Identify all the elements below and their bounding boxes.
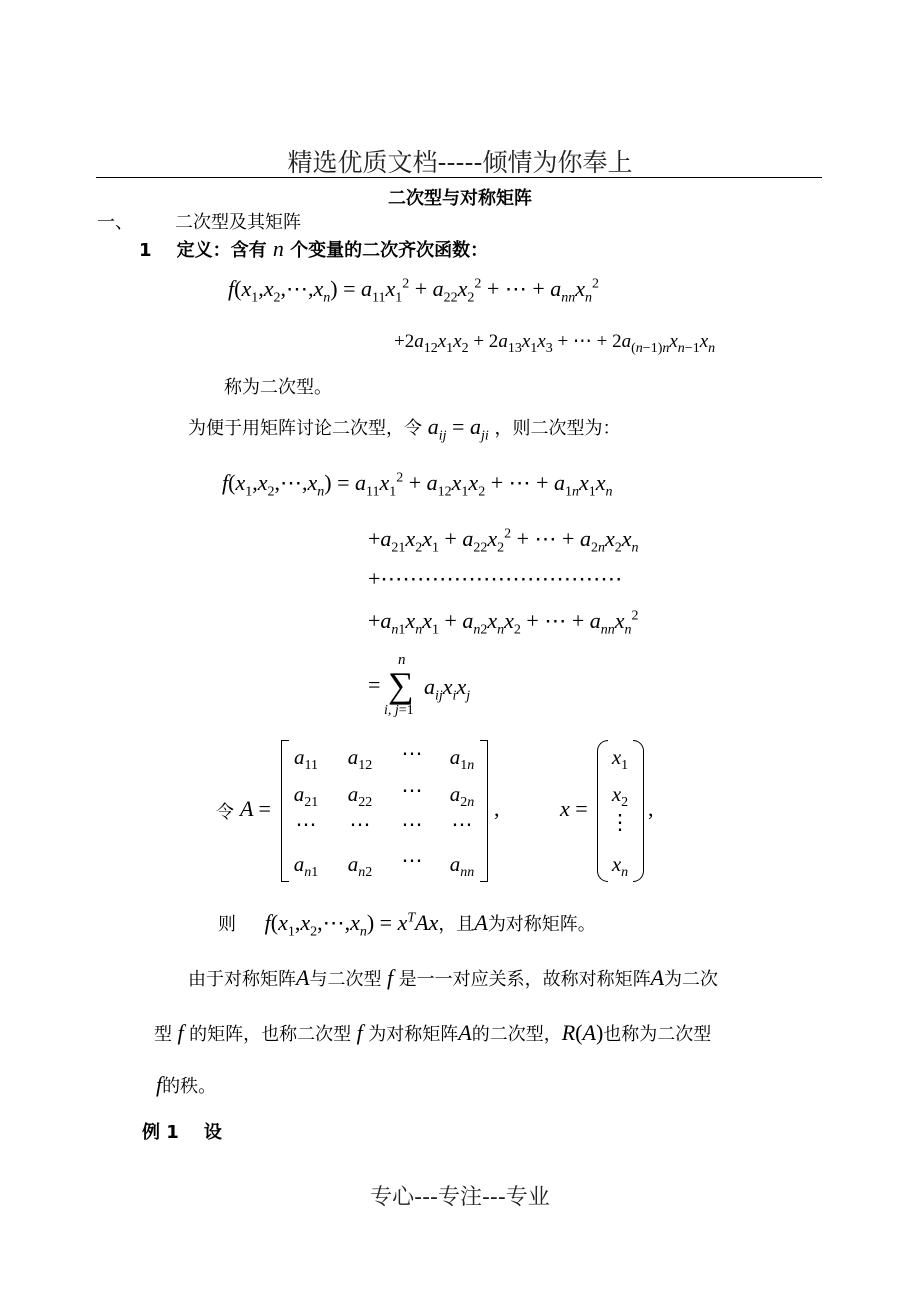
matrix-cell: ⋯ [401, 848, 423, 872]
para2-d: 的二次型， [471, 1024, 562, 1045]
formula2-row3: +⋯⋯⋯⋯⋯⋯⋯⋯⋯⋯⋯ [368, 566, 623, 591]
convenience-line [188, 414, 621, 444]
sum-lower: i, j=1 [384, 703, 414, 718]
definition-var: n [272, 236, 284, 261]
definition-rest: 个变量的二次齐次函数： [290, 240, 489, 261]
para2-c: 为对称矩阵 [368, 1024, 459, 1045]
para1-c: 是一一对应关系，故称对称矩阵 [398, 969, 651, 990]
matrix-cell: $a_{2n}$ [449, 782, 475, 811]
formula1-line2: $+2a_{12}x_1x_2 + 2a_{13}x_1x_3$ + ⋯ + $2a_{(n-1)n}x_{n-1}x_n$ [394, 331, 716, 356]
para2-e: 也称为二次型 [603, 1024, 712, 1045]
formula2-row4: $+a_{n1}x_nx_1 + a_{n2}x_nx_2$ + ⋯ + $a_{nn}x_n^2$ [368, 608, 639, 638]
then-tail-a: ，且 [438, 914, 475, 935]
vector-cell: ⋮ [609, 810, 631, 834]
matrix-cell: $a_{nn}$ [449, 852, 475, 881]
matrix-cell: $a_{1n}$ [449, 745, 475, 774]
vector-cell: $x_1$ [611, 745, 629, 774]
sum-term: $a_{ij}x_ix_j$ [424, 674, 471, 704]
para2-b: 的矩阵，也称二次型 [189, 1024, 352, 1045]
then-formula: $f(x_1,x_2,\cdots,x_n) = x^TAx$ [264, 910, 439, 940]
para1-b: 与二次型 [309, 969, 382, 990]
convenience-text-b: ，则二次型为： [494, 418, 621, 439]
example-text: 设 [203, 1122, 222, 1143]
definition-label: 定义：含有 [176, 240, 267, 261]
vector-comma: , [648, 796, 654, 821]
matrix-cell: $a_{12}$ [347, 745, 373, 774]
matrix-cell: $a_{n2}$ [347, 852, 373, 881]
then-label: 则 [218, 914, 236, 935]
matrix-cell: ⋯ [451, 812, 473, 836]
then-tail-b: 为对称矩阵。 [487, 914, 596, 935]
example-label: 例 1 [142, 1122, 179, 1143]
para2-a: 型 [154, 1024, 172, 1045]
matrix-cell: ⋯ [401, 812, 423, 836]
para1-f: f [381, 965, 399, 990]
aij-equals-aji: $a_{ij} = a_{ji}$ [427, 414, 489, 444]
para1-a: 由于对称矩阵 [188, 969, 296, 990]
rank-RA: R(A) [561, 1020, 604, 1045]
para1-A1: A [296, 965, 310, 990]
vector-cell: $x_2$ [611, 782, 629, 811]
let-label: 令 [216, 802, 234, 823]
matrix-cell: $a_{21}$ [293, 782, 319, 811]
para3-text: 的秩。 [162, 1076, 217, 1097]
section-heading: 二次型及其矩阵 [175, 212, 301, 233]
sum-upper: n [398, 652, 406, 668]
formula2-row1: $f(x_1,x_2,\cdots,x_n) = a_{11}x_1^2 + a_{12}x_1x_2$ + ⋯ + $a_{1n}x_1x_n$ [222, 470, 613, 500]
page-header: 精选优质文档-----倾情为你奉上 [287, 148, 633, 177]
definition-number: 1 [139, 240, 152, 261]
matrix-cell: ⋯ [401, 741, 423, 765]
para2-A: A [458, 1020, 472, 1045]
document-title: 二次型与对称矩阵 [388, 188, 532, 209]
matrix-cell: $a_{22}$ [347, 782, 373, 811]
vector-cell: $x_n$ [611, 852, 629, 881]
formula2-row2: $+a_{21}x_2x_1 + a_{22}x_2^2$ + ⋯ + $a_{2n}x_2x_n$ [368, 526, 639, 556]
vector-x-symbol: x = [560, 796, 588, 821]
formula2-sum: = [368, 672, 381, 697]
then-line [218, 910, 596, 940]
page-footer: 专心---专注---专业 [370, 1185, 550, 1210]
definition-line [139, 236, 488, 262]
para2-f2: f [351, 1020, 369, 1045]
para2-f1: f [172, 1020, 190, 1045]
convenience-text-a: 为便于用矩阵讨论二次型，令 [188, 418, 422, 439]
para3-f: f [156, 1072, 163, 1097]
paragraph-line2 [154, 1020, 711, 1046]
matrix-cell: ⋯ [349, 812, 371, 836]
matrix-cell: $a_{n1}$ [293, 852, 319, 881]
matrix-cell: ⋯ [401, 778, 423, 802]
para1-A2: A [650, 965, 665, 990]
para1-d: 为二次 [664, 969, 719, 990]
matrix-comma: , [494, 796, 500, 821]
formula1-line1: $f(x_1,x_2,\cdots,x_n) = a_{11}x_1^2 + a_{22}x_2^2$ + ⋯ + $a_{nn}x_n^2$ [228, 276, 600, 306]
section-number: 一、 [97, 212, 133, 233]
matrix-A-symbol: A = [240, 796, 271, 821]
then-A: A [474, 910, 488, 935]
matrix-cell: $a_{11}$ [294, 745, 318, 774]
sum-sigma: ∑ [388, 665, 414, 705]
header-rule [96, 177, 822, 178]
paragraph-line3 [156, 1072, 216, 1098]
called-quadratic: 称为二次型。 [224, 377, 332, 398]
matrix-cell: ⋯ [295, 812, 317, 836]
example-line [142, 1118, 222, 1144]
paragraph-line1 [188, 965, 718, 991]
